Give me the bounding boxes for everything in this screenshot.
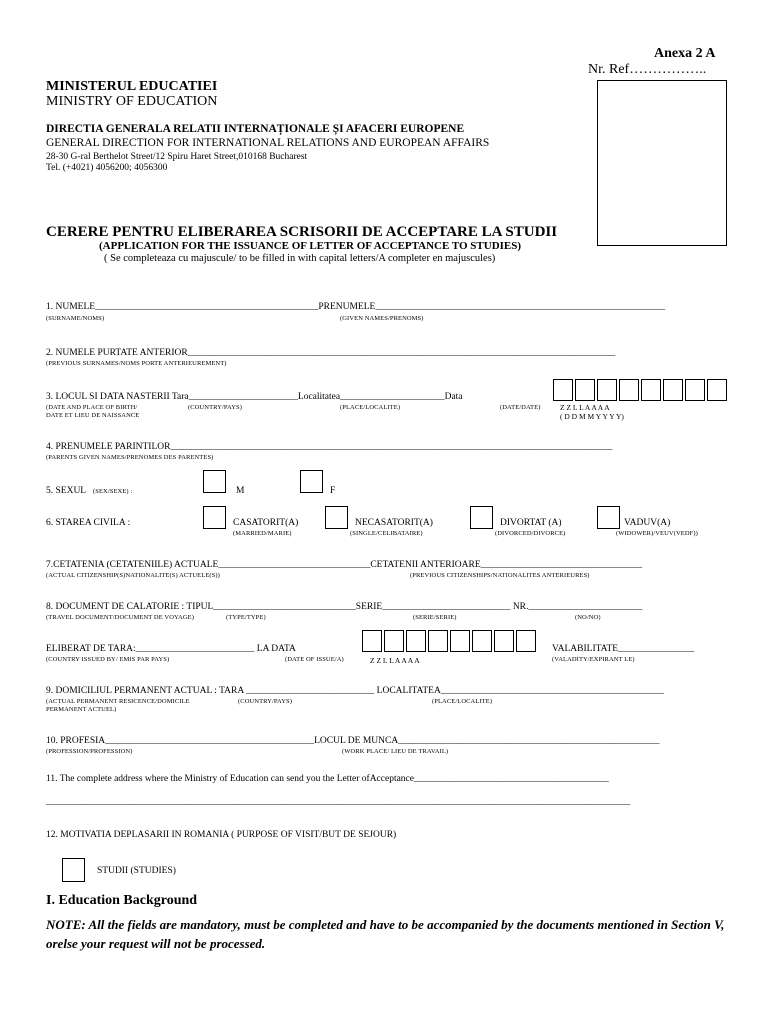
annex-label: Anexa 2 A (654, 46, 716, 61)
sex-male-label: M (236, 486, 245, 496)
form-instructions: ( Se completeaza cu majuscule/ to be filled in with capital letters/A completer en majuscules) (104, 253, 496, 264)
field-sex-sub: (SEX/SEXE) : (93, 488, 133, 495)
divorced-sub: (DIVORCED/DIVORCE) (495, 530, 566, 537)
telephone: Tel. (+4021) 4056200; 4056300 (46, 163, 168, 173)
field-residence-sub-a: (ACTUAL PERMANENT RESICENCE/DOMICILE (46, 698, 190, 705)
field-previous-surnames-line[interactable]: 2. NUMELE PURTATE ANTERIOR__________________________________________________________________________________________ (46, 348, 616, 358)
field-travel-doc-sub-a: (TRAVEL DOCUMENT/DOCUMENT DE VOYAGE) (46, 614, 194, 621)
widowed-label: VADUV(A) (624, 518, 671, 528)
birth-date-letters: Z Z L L A A A A (560, 403, 610, 412)
married-checkbox[interactable] (203, 506, 226, 529)
field-citizenship-line[interactable]: 7.CETATENIA (CETATENIILE) ACTUALE________________________________CETATENII ANTERIOARE__________________________________ (46, 560, 643, 570)
direction-en: GENERAL DIRECTION FOR INTERNATIONAL RELATIONS AND EUROPEAN AFFAIRS (46, 137, 490, 149)
field-travel-doc-sub-b: (TYPE/TYPE) (226, 614, 266, 621)
birth-date-cell[interactable] (663, 379, 683, 401)
field-travel-doc-sub-d: (NO/NO) (575, 614, 601, 621)
field-given-names-sub: (GIVEN NAMES/PRENOMS) (340, 315, 424, 322)
birth-date-cell[interactable] (553, 379, 573, 401)
field-address-line[interactable]: 11. The complete address where the Ministry of Education can send you the Letter ofAcceptance_________________________________________ (46, 774, 609, 784)
divorced-label: DIVORTAT (A) (500, 518, 562, 528)
sex-female-label: F (330, 486, 336, 496)
field-citizenship-sub-b: (PREVIOUS CITIZENSHIPS/NATIONALITES ANTERIEURES) (410, 572, 590, 579)
field-issued-line[interactable]: ELIBERAT DE TARA:_________________________ LA DATA (46, 644, 296, 654)
field-previous-surnames-sub: (PREVIOUS SURNAMES/NOMS PORTE ANTERIEUREMENT) (46, 360, 227, 367)
field-travel-doc-sub-c: (SERIE/SERIE) (413, 614, 457, 621)
issue-date-cell[interactable] (362, 630, 382, 652)
sex-male-checkbox[interactable] (203, 470, 226, 493)
single-sub: (SINGLE/CELIBATAIRE) (350, 530, 423, 537)
birth-date-cell[interactable] (597, 379, 617, 401)
field-birth-country-sub: (COUNTRY/PAYS) (188, 404, 243, 411)
form-title: CERERE PENTRU ELIBERAREA SCRISORII DE ACCEPTARE LA STUDII (46, 224, 558, 240)
single-label: NECASATORIT(A) (355, 518, 433, 528)
field-validity-line[interactable]: VALABILITATE________________ (552, 644, 695, 654)
address: 28-30 G-ral Berthelot Street/12 Spiru Haret Street,010168 Bucharest (46, 152, 308, 162)
field-residence-line[interactable]: 9. DOMICILIUL PERMANENT ACTUAL : TARA ___________________________ LOCALITATEA_______________________________________________ (46, 686, 665, 696)
section-note: NOTE: All the fields are mandatory, must be completed and have to be accompanied by the documents mentioned in Section V, orelse your request will not be processed. (46, 917, 725, 951)
birth-date-cell[interactable] (619, 379, 639, 401)
issue-date-cell[interactable] (428, 630, 448, 652)
field-profession-line[interactable]: 10. PROFESIA____________________________________________LOCUL DE MUNCA_______________________________________________________ (46, 736, 660, 746)
issue-date-cell[interactable] (406, 630, 426, 652)
birth-date-letters-en: ( D D M M Y Y Y Y) (560, 412, 624, 421)
field-residence-sub-b: (COUNTRY/PAYS) (238, 698, 293, 705)
issue-date-letters: Z Z L L A A A A (370, 656, 420, 665)
field-birth-date-sub: (DATE/DATE) (500, 404, 541, 411)
field-issued-sub-b: (DATE OF ISSUE/A) (285, 656, 344, 663)
field-parents-sub: (PARENTS GIVEN NAMES/PRENOMES DES PARENTES) (46, 454, 214, 461)
issue-date-cell[interactable] (384, 630, 404, 652)
issue-date-cell[interactable] (494, 630, 514, 652)
ministry-en: MINISTRY OF EDUCATION (46, 94, 218, 109)
widowed-checkbox[interactable] (597, 506, 620, 529)
sex-female-checkbox[interactable] (300, 470, 323, 493)
field-purpose-label: 12. MOTIVATIA DEPLASARII IN ROMANIA ( PURPOSE OF VISIT/BUT DE SEJOUR) (46, 830, 397, 840)
issue-date-cell[interactable] (450, 630, 470, 652)
field-birth-sub-a: (DATE AND PLACE OF BIRTH/ (46, 404, 138, 411)
field-residence-sub-c: (PLACE/LOCALITE) (432, 698, 493, 705)
field-parents-line[interactable]: 4. PRENUMELE PARINTILOR_____________________________________________________________________________________________ (46, 442, 613, 452)
field-surname-sub: (SURNAME/NOMS) (46, 315, 105, 322)
field-surname-line[interactable]: 1. NUMELE_______________________________________________PRENUMELE_____________________________________________________________ (46, 302, 666, 312)
field-birth-place-sub: (PLACE/LOCALITE) (340, 404, 401, 411)
issue-date-cell[interactable] (472, 630, 492, 652)
birth-date-cell[interactable] (707, 379, 727, 401)
reference-number: Nr. Ref…………….. (588, 62, 707, 77)
issue-date-cell[interactable] (516, 630, 536, 652)
studies-checkbox[interactable] (62, 858, 85, 882)
photo-box[interactable] (597, 80, 727, 246)
single-checkbox[interactable] (325, 506, 348, 529)
section-heading: I. Education Background (46, 893, 198, 908)
form-subtitle: (APPLICATION FOR THE ISSUANCE OF LETTER OF ACCEPTANCE TO STUDIES) (99, 240, 522, 252)
field-issued-sub-a: (COUNTRY ISSUED BY/ EMIS PAR PAYS) (46, 656, 170, 663)
ministry-ro: MINISTERUL EDUCATIEI (46, 79, 218, 94)
field-address-line-2[interactable]: ___________________________________________________________________________________________________________________________ (46, 797, 631, 807)
field-sex-label: 5. SEXUL (46, 486, 87, 496)
married-label: CASATORIT(A) (233, 518, 299, 528)
field-residence-sub-a2: PERMANENT ACTUEL) (46, 706, 117, 713)
field-birth-line[interactable]: 3. LOCUL SI DATA NASTERII Tara_______________________Localitatea______________________Data (46, 392, 463, 402)
field-birth-sub-a2: DATE ET LIEU DE NAISSANCE (46, 412, 140, 419)
field-citizenship-sub-a: (ACTUAL CITIZENSHIP(S)NATIONALITE(S) ACTUELE(S)) (46, 572, 220, 579)
birth-date-cell[interactable] (641, 379, 661, 401)
field-travel-doc-line[interactable]: 8. DOCUMENT DE CALATORIE : TIPUL______________________________SERIE___________________________ NR.________________________ (46, 602, 643, 612)
divorced-checkbox[interactable] (470, 506, 493, 529)
field-profession-sub-b: (WORK PLACE/ LIEU DE TRAVAIL) (342, 748, 449, 755)
birth-date-cell[interactable] (685, 379, 705, 401)
field-profession-sub-a: (PROFESSION/PROFESSION) (46, 748, 133, 755)
direction-ro: DIRECTIA GENERALA RELATII INTERNAȚIONALE ȘI AFACERI EUROPENE (46, 123, 465, 135)
field-civil-status-label: 6. STAREA CIVILA : (46, 518, 131, 528)
field-validity-sub: (VALADITY/EXPIRANT LE) (552, 656, 635, 663)
birth-date-cell[interactable] (575, 379, 595, 401)
widowed-sub: (WIDOWER)/VEUV(VEDF)) (616, 530, 698, 537)
studies-label: STUDII (STUDIES) (97, 866, 176, 876)
married-sub: (MARRIED/MARIE) (233, 530, 292, 537)
